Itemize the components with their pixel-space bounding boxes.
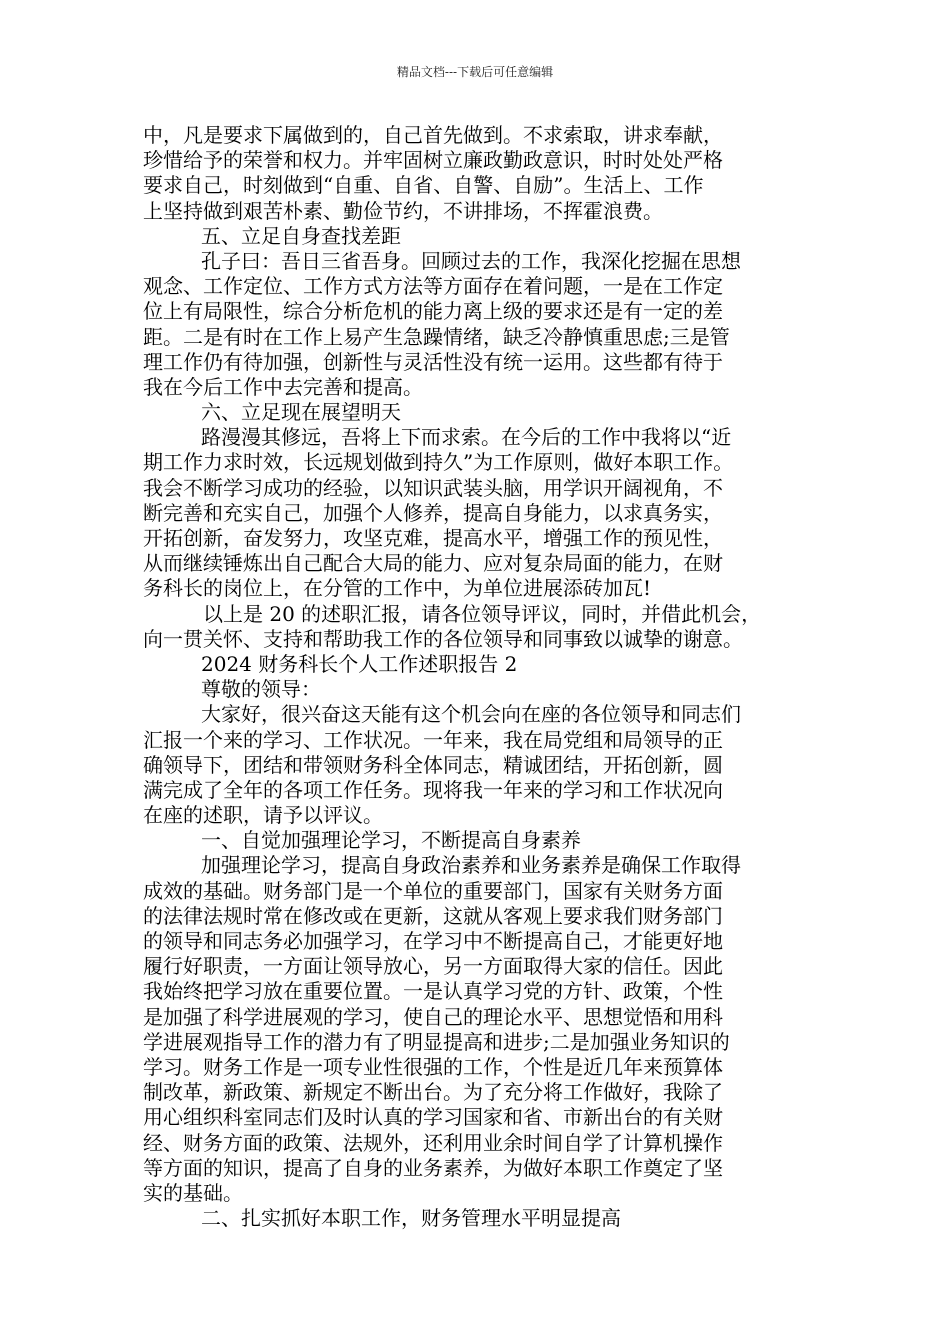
text-line: 等方面的知识，提高了自身的业务素养，为做好本职工作奠定了坚 [143, 1155, 723, 1180]
text-line: 期工作力求时效，长远规划做到持久”为工作原则，做好本职工作。 [143, 450, 734, 475]
paragraph-start-line: 路漫漫其修远，吾将上下而求索。在今后的工作中我将以“近 [201, 425, 732, 450]
text-line: 学习。财务工作是一项专业性很强的工作，个性是近几年来预算体 [143, 1054, 723, 1079]
document-body [143, 123, 833, 1231]
text-line: 开拓创新，奋发努力，攻坚克难，提高水平，增强工作的预见性， [143, 526, 723, 550]
paragraph-start-line: 一、自觉加强理论学习，不断提高自身素养 [201, 828, 581, 853]
paragraph-start-line: 六、立足现在展望明天 [201, 400, 401, 425]
text-line: 汇报一个来的学习、工作状况。一年来，我在局党组和局领导的正 [143, 727, 723, 752]
text-line: 理工作仍有待加强，创新性与灵活性没有统一运用。这些都有待于 [143, 349, 723, 374]
paragraph-start-line: 尊敬的领导： [201, 677, 321, 702]
text-line: 用心组织科室同志们及时认真的学习国家和省、市新出台的有关财 [143, 1105, 723, 1130]
text-line: 中，凡是要求下属做到的，自己首先做到。不求索取，讲求奉献， [143, 123, 723, 147]
text-line: 在座的述职，请予以评议。 [143, 803, 383, 828]
text-line: 学进展观指导工作的潜力有了明显提高和进步;二是加强业务知识的 [143, 1029, 730, 1054]
paragraph-start-line: 以上是 20 的述职汇报，请各位领导评议，同时，并借此机会， [203, 601, 762, 626]
text-line: 我始终把学习放在重要位置。一是认真学习党的方针、政策，个性 [143, 979, 723, 1004]
text-line: 要求自己，时刻做到“自重、自省、自警、自励”。生活上、工作 [143, 173, 704, 198]
text-line: 的领导和同志务必加强学习，在学习中不断提高自己，才能更好地 [143, 929, 723, 953]
text-line: 务科长的岗位上，在分管的工作中，为单位进展添砖加瓦! [143, 576, 652, 601]
text-line: 从而继续锤炼出自己配合大局的能力、应对复杂局面的能力，在财 [143, 551, 723, 576]
text-line: 确领导下，团结和带领财务科全体同志，精诚团结，开拓创新，圆 [143, 752, 723, 777]
text-line: 我会不断学习成功的经验，以知识武装头脑，用学识开阔视角，不 [143, 475, 723, 500]
paragraph-start-line: 2024 财务科长个人工作述职报告 2 [201, 651, 518, 676]
text-line: 的法律法规时常在修改或在更新，这就从客观上要求我们财务部门 [143, 903, 723, 928]
text-line: 位上有局限性，综合分析危机的能力离上级的要求还是有一定的差 [143, 299, 723, 324]
text-line: 观念、工作定位、工作方式方法等方面存在着问题，一是在工作定 [143, 274, 723, 299]
text-line: 成效的基础。财务部门是一个单位的重要部门，国家有关财务方面 [143, 878, 723, 903]
text-line: 我在今后工作中去完善和提高。 [143, 374, 423, 399]
text-line: 实的基础。 [143, 1180, 243, 1205]
text-line: 距。二是有时在工作上易产生急躁情绪，缺乏冷静慎重思虑;三是管 [143, 324, 730, 349]
text-line: 制改革，新政策、新规定不断出台。为了充分将工作做好，我除了 [143, 1080, 723, 1105]
text-line: 履行好职责，一方面让领导放心，另一方面取得大家的信任。因此 [143, 954, 723, 979]
text-line: 断完善和充实自己，加强个人修养，提高自身能力，以求真务实， [143, 500, 723, 525]
text-line: 珍惜给予的荣誉和权力。并牢固树立廉政勤政意识，时时处处严格 [143, 148, 723, 173]
paragraph-start-line: 大家好，很兴奋这天能有这个机会向在座的各位领导和同志们 [201, 702, 741, 727]
text-line: 经、财务方面的政策、法规外，还利用业余时间自学了计算机操作 [143, 1130, 723, 1155]
text-line: 向一贯关怀、支持和帮助我工作的各位领导和同事致以诚挚的谢意。 [143, 626, 743, 651]
paragraph-start-line: 二、扎实抓好本职工作，财务管理水平明显提高 [201, 1206, 621, 1231]
text-line: 满完成了全年的各项工作任务。现将我一年来的学习和工作状况向 [143, 777, 723, 802]
paragraph-start-line: 加强理论学习，提高自身政治素养和业务素养是确保工作取得 [201, 853, 741, 878]
paragraph-start-line: 孔子曰：吾日三省吾身。回顾过去的工作，我深化挖掘在思想 [201, 248, 741, 273]
paragraph-start-line: 五、立足自身查找差距 [201, 223, 401, 248]
text-line: 是加强了科学进展观的学习，使自己的理论水平、思想觉悟和用科 [143, 1004, 723, 1029]
page-header: 精品文档---下载后可任意编辑 [396, 65, 554, 79]
text-line: 上坚持做到艰苦朴素、勤俭节约，不讲排场，不挥霍浪费。 [143, 198, 663, 223]
